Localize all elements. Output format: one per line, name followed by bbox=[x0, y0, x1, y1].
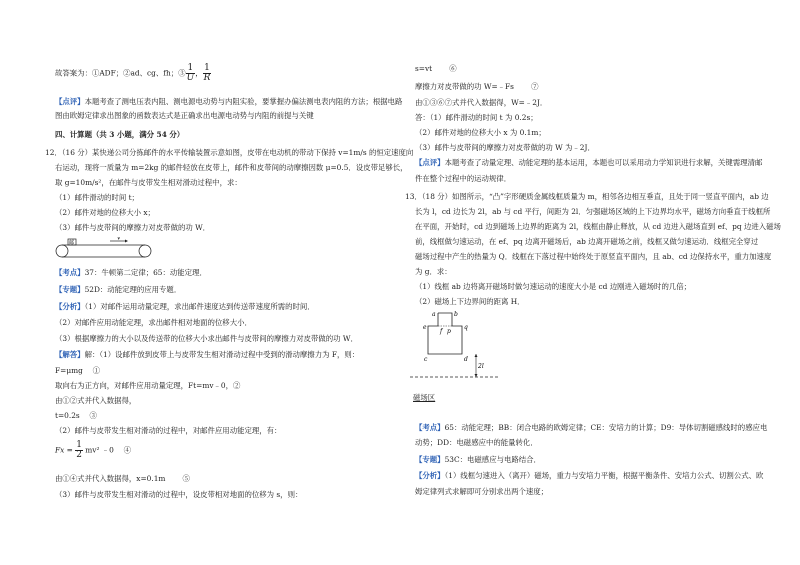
q12-line-2: 右运动，现将一质量为 m=2kg 的邮件轻放在皮带上，邮件和皮带间的动摩擦因数 μ=0.5．设皮带足够长， bbox=[55, 163, 408, 172]
q12-sub-3: （3）邮件与皮带间的摩擦力对皮带做的功 W． bbox=[55, 223, 211, 232]
label-p: p bbox=[447, 328, 451, 335]
right-line-4: 答：（1）邮件滑动的时间 t 为 0.2s； bbox=[415, 113, 538, 122]
frac-den: R bbox=[203, 73, 211, 83]
frac-num: 1 bbox=[204, 63, 210, 73]
conveyor-figure bbox=[55, 237, 155, 259]
q13-sub-2: （2）磁场上下边界间的距离 H． bbox=[415, 297, 525, 306]
zhuanti-tag: 【专题】 bbox=[415, 455, 445, 464]
kaodian-tag: 【考点】 bbox=[415, 423, 445, 432]
zhuanti-line bbox=[55, 285, 181, 294]
frac-num: 1 bbox=[187, 63, 194, 73]
velocity-label: v bbox=[117, 237, 121, 242]
q12-line-3: 取 g=10m/s²，在邮件与皮带发生相对滑动过程中，求： bbox=[55, 178, 242, 187]
frac-den: U bbox=[186, 73, 195, 83]
right-fenxi-line-2: 姆定律列式求解即可分别求出两个速度； bbox=[415, 487, 549, 496]
comment-tag: 【点评】 bbox=[415, 158, 445, 167]
kaodian-line bbox=[55, 268, 207, 277]
wire-frame-figure bbox=[410, 310, 500, 405]
distance-arrow-down bbox=[475, 374, 478, 377]
q12-line-1: 12．（16 分）某快递公司分拣邮件的水平传输装置示意如图，皮带在电动机的带动下保持 v=1m/s 的恒定速度向 bbox=[45, 148, 414, 157]
label-d: d bbox=[464, 356, 468, 363]
frac-num: 1 bbox=[76, 440, 82, 450]
fenxi-line-2: （2）对邮件应用动能定理，求出邮件相对地面的位移大小． bbox=[55, 318, 252, 327]
kaodian-text: 37：牛顿第二定律；65：动能定理． bbox=[84, 268, 207, 277]
fraction-one-half bbox=[75, 441, 83, 460]
kaodian-tag: 【考点】 bbox=[55, 268, 85, 277]
q13-line-3: 在平面，开始时，cd 边到磁场上边界的距离为 2l，线框由静止释放，从 cd 边进入磁场直到 ef、pq 边进入磁场 bbox=[415, 222, 781, 231]
label-c: c bbox=[424, 356, 428, 363]
right-line-6: （3）邮件与皮带间的摩擦力对皮带做的功 W 为﹣2J． bbox=[415, 143, 595, 152]
label-e: e bbox=[423, 324, 427, 331]
label-f: f bbox=[440, 328, 443, 335]
eq6-right: mv² ﹣0 ④ bbox=[85, 445, 132, 455]
pulley-right bbox=[139, 245, 151, 257]
pulley-left bbox=[56, 245, 68, 257]
comment-tag: 【点评】 bbox=[55, 97, 85, 106]
comment-text: 本题考查了测电压表内阻、测电源电动势与内阻实验，要掌握办偏法测电表内阻的方法；根据电路 bbox=[84, 97, 403, 106]
equation-1: F=μmg ① bbox=[55, 366, 100, 375]
equation-2: 取向右为正方向，对邮件应用动量定理，Ft=mv﹣0，② bbox=[55, 381, 241, 390]
q13-sub-1: （1）线框 ab 边将离开磁场时做匀速运动的速度大小是 cd 边刚进入磁场时的几倍； bbox=[415, 282, 692, 291]
q13-line-4: 前，线框做匀速运动，在 ef、pq 边离开磁场后，ab 边离开磁场之前，线框又做匀速运动．线框完全穿过 bbox=[415, 237, 759, 246]
q12-sub-2: （2）邮件对地的位移大小 x； bbox=[55, 208, 155, 217]
fraction-1-over-u bbox=[186, 64, 196, 83]
comment-line-2: 图由欧姆定律求出图象的函数表达式是正确求出电源电动势与内阻的前提与关键 bbox=[55, 111, 314, 120]
fenxi-line-3: （3）根据摩擦力的大小以及传送带的位移大小求出邮件与皮带间的摩擦力对皮带做的功 W． bbox=[55, 334, 358, 343]
right-zhuanti-line bbox=[415, 455, 541, 464]
frac-den: 2 bbox=[76, 450, 82, 460]
fenxi-text: （1）线框匀速进入（离开）磁场，重力与安培力平衡，根据平衡条件、安培力公式、切割公式、欧 bbox=[444, 471, 764, 480]
label-2l: 2l bbox=[478, 363, 484, 370]
answer-line bbox=[55, 64, 211, 83]
zhuanti-tag: 【专题】 bbox=[55, 285, 85, 294]
comment-text: 本题考查了动量定理、动能定理的基本运用，本题也可以采用动力学知识进行求解，关键需理清邮 bbox=[444, 158, 763, 167]
equation-7: 由①④式并代入数据得，x=0.1m ⑤ bbox=[55, 474, 190, 483]
equation-6 bbox=[55, 441, 131, 460]
equation-5: （2）邮件与皮带发生相对滑动的过程中，对邮件应用动能定理，有： bbox=[55, 426, 282, 435]
zhuanti-text: 52D：动能定理的应用专题． bbox=[84, 285, 182, 294]
equation-3: 由①②式并代入数据得， bbox=[55, 396, 137, 405]
q13-line-6: 为 g．求： bbox=[415, 267, 452, 276]
jieda-line-1 bbox=[55, 350, 359, 359]
kaodian-text: 65：动能定理；BB：闭合电路的欧姆定律；CE：安培力的计算；D9：导体切割磁感线时的感应电 bbox=[444, 423, 768, 432]
label-a: a bbox=[432, 311, 436, 318]
velocity-arrowhead bbox=[125, 240, 128, 243]
right-comment-line-1 bbox=[415, 158, 762, 167]
distance-arrow-up bbox=[475, 354, 478, 357]
right-fenxi-line-1 bbox=[415, 471, 763, 480]
parcel-label: 邮 bbox=[69, 240, 75, 247]
q13-line-5: 磁场过程中产生的热量为 Q．线框在下落过程中始终处于原竖直平面内，且 ab、cd 边保持水平，重力加速度 bbox=[415, 252, 772, 261]
zhuanti-text: 53C：电磁感应与电路结合． bbox=[444, 455, 541, 464]
fenxi-text: （1）对邮件运用动量定理，求出邮件速度达到传送带速度所需的时间． bbox=[84, 302, 315, 311]
right-kaodian-line-2: 动势；DD：电磁感应中的能量转化． bbox=[415, 438, 538, 447]
label-q: q bbox=[464, 324, 468, 331]
equation-4: t=0.2s ③ bbox=[55, 411, 97, 420]
eq6-left: Fx = bbox=[55, 445, 73, 455]
q13-line-2: 长为 l，cd 边长为 2l，ab 与 cd 平行，间距为 2l．匀强磁场区域的上下边界均水平，磁场方向垂直于线框所 bbox=[415, 207, 771, 216]
label-b: b bbox=[454, 311, 458, 318]
right-line-1: s=vt ⑥ bbox=[415, 64, 457, 73]
right-comment-line-2: 件在整个过程中的运动规律． bbox=[415, 174, 512, 183]
equation-8: （3）邮件与皮带发生相对滑动的过程中，设皮带相对地面的位移为 s，则： bbox=[55, 490, 303, 499]
right-line-3: 由①③⑥⑦式并代入数据得，W=﹣2J． bbox=[415, 98, 548, 107]
right-line-5: （2）邮件对地的位移大小 x 为 0.1m； bbox=[415, 128, 546, 137]
q13-line-1: 13．（18 分）如图所示，“凸”字形硬质金属线框质量为 m，相邻各边相互垂直，且处于同一竖直平面内，ab 边 bbox=[405, 192, 769, 201]
fraction-1-over-r bbox=[203, 64, 212, 83]
right-kaodian-line-1 bbox=[415, 423, 767, 432]
wire-frame-outline bbox=[428, 313, 462, 354]
fenxi-line-1 bbox=[55, 302, 315, 311]
answer-text: 故答案为：①ADF；②ad、cg、fh；③ bbox=[55, 68, 186, 78]
fenxi-tag: 【分析】 bbox=[55, 302, 85, 311]
q12-sub-1: （1）邮件滑动的时间 t； bbox=[55, 193, 139, 202]
section-heading: 四、计算题（共 3 小题，满分 54 分） bbox=[55, 130, 185, 139]
jieda-tag: 【解答】 bbox=[55, 350, 85, 359]
jieda-text: 解：（1）设邮件放到皮带上与皮带发生相对滑动过程中受到的滑动摩擦力为 F，则： bbox=[84, 350, 360, 359]
right-line-2: 摩擦力对皮带做的功 W=﹣Fs ⑦ bbox=[415, 82, 539, 91]
frac-separator: ， bbox=[195, 68, 203, 78]
field-zone-label: 磁场区 bbox=[413, 393, 436, 402]
fenxi-tag: 【分析】 bbox=[415, 471, 445, 480]
comment-line-1 bbox=[55, 97, 402, 106]
